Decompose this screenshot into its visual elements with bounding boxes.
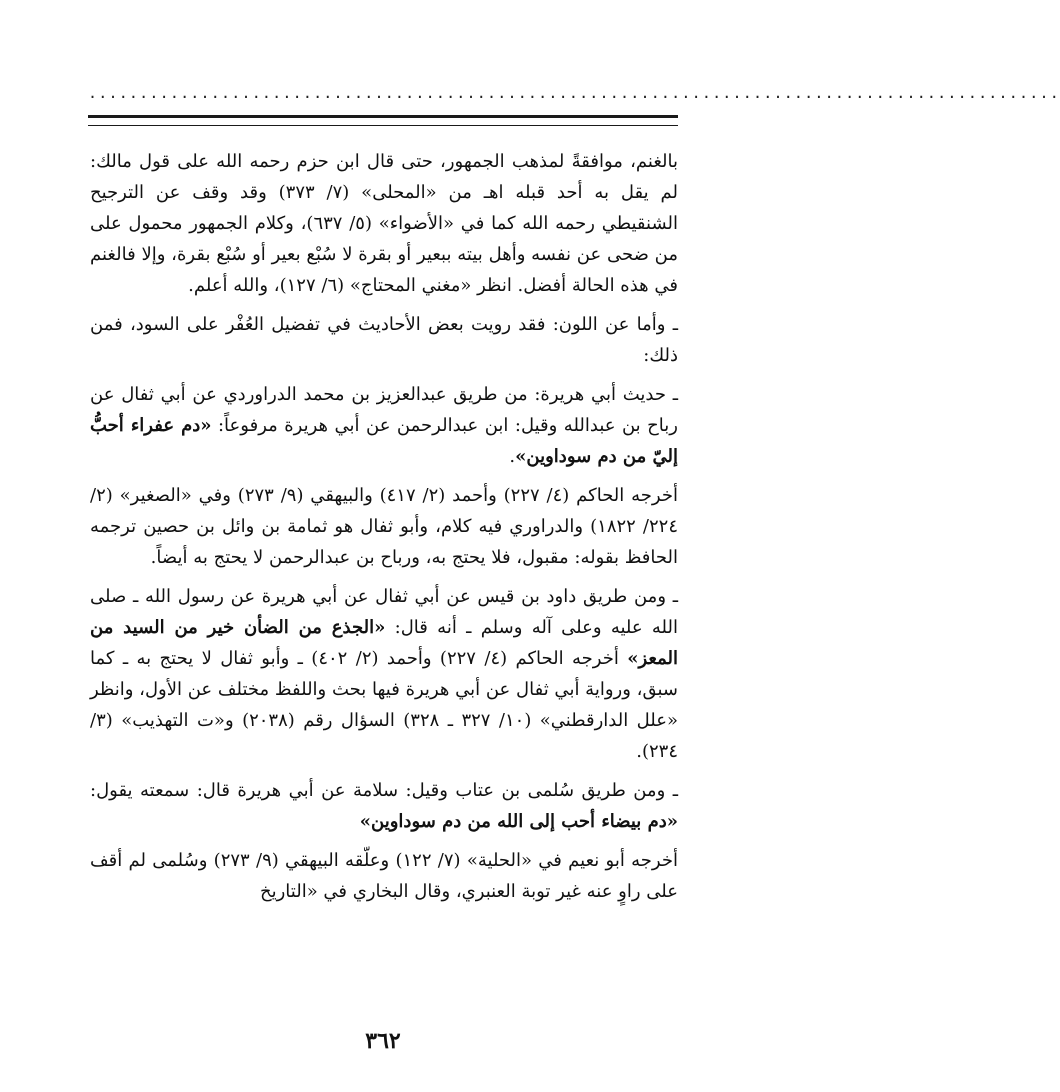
paragraph-text: ـ ومن طريق سُلمى بن عتاب وقيل: سلامة عن أبي هريرة قال: سمعته يقول:	[90, 780, 678, 801]
paragraph-text: ـ حديث أبي هريرة: من طريق عبدالعزيز بن محمد الدراوردي عن أبي ثفال عن رباح بن عبدالله وقيل: ابن عبدالرحمن عن أبي هريرة مرفوعاً:	[90, 384, 678, 436]
page-body	[90, 146, 678, 915]
paragraph	[90, 775, 678, 837]
paragraph	[90, 309, 678, 371]
paragraph-text: .	[509, 446, 516, 467]
paragraph-text: ـ وأما عن اللون: فقد رويت بعض الأحاديث في تفضيل العُفْر على السود، فمن ذلك:	[90, 314, 678, 366]
paragraph-text: أخرجه الحاكم (٤/ ٢٢٧) وأحمد (٢/ ٤٠٢) ـ وأبو ثفال لا يحتج به ـ كما سبق، ورواية أبي ثفال عن أبي هريرة فيها بحث واللفظ مختلف عن الأول، وانظر «علل الدارقطني» (١٠/ ٣٢٧ ـ ٣٢٨) السؤال رقم (٢٠٣٨) و«ت التهذيب» (٣/ ٢٣٤).	[90, 648, 678, 762]
header-dotted-line: ...............................................................................................	[88, 84, 1060, 102]
hadith-quote: «دم بيضاء أحب إلى الله من دم سوداوين»	[359, 811, 678, 832]
hadith-quote: «دم عفراء أحبُّ إليّ من دم سوداوين»	[90, 415, 678, 467]
paragraph	[90, 845, 678, 907]
paragraph	[90, 146, 678, 301]
paragraph	[90, 480, 678, 573]
paragraph	[90, 379, 678, 472]
paragraph-text: ـ ومن طريق داود بن قيس عن أبي ثفال عن أبي هريرة عن رسول الله ـ صلى الله عليه وعلى آله وسلم ـ أنه قال:	[90, 586, 679, 638]
header-rule-thin	[88, 125, 678, 126]
page-number: ٣٦٢	[365, 1028, 401, 1054]
hadith-quote: «الجذع من الضأن خير من السيد من المعز»	[90, 617, 679, 669]
paragraph-text: بالغنم، موافقةً لمذهب الجمهور، حتى قال ابن حزم رحمه الله على قول مالك: لم يقل به أحد قبله اهـ من «المحلى» (٧/ ٣٧٣) وقد وقف عن الترجيح الشنقيطي رحمه الله كما في «الأضواء» (٥/ ٦٣٧)، وكلام الجمهور محمول على من ضحى عن نفسه وأهل بيته ببعير أو بقرة لا سُبْع بعير أو سُبْع بقرة، وإلا فالغنم في هذه الحالة أفضل. انظر «مغني المحتاج» (٦/ ١٢٧)، والله أعلم.	[90, 151, 678, 296]
paragraph-text: أخرجه أبو نعيم في «الحلية» (٧/ ١٢٢) وعلّقه البيهقي (٩/ ٢٧٣) وسُلمى لم أقف على راوٍ عنه غير توبة العنبري، وقال البخاري في «التاريخ	[90, 850, 678, 902]
paragraph-text: أخرجه الحاكم (٤/ ٢٢٧) وأحمد (٢/ ٤١٧) والبيهقي (٩/ ٢٧٣) وفي «الصغير» (٢/ ٢٢٤/ ١٨٢٢) والدراوري فيه كلام، وأبو ثفال هو ثمامة بن وائل بن حصين ترجمه الحافظ بقوله: مقبول، فلا يحتج به، ورباح بن عبدالرحمن لا يحتج به أيضاً.	[90, 485, 678, 568]
paragraph	[90, 581, 678, 767]
header-rule-thick	[88, 115, 678, 118]
